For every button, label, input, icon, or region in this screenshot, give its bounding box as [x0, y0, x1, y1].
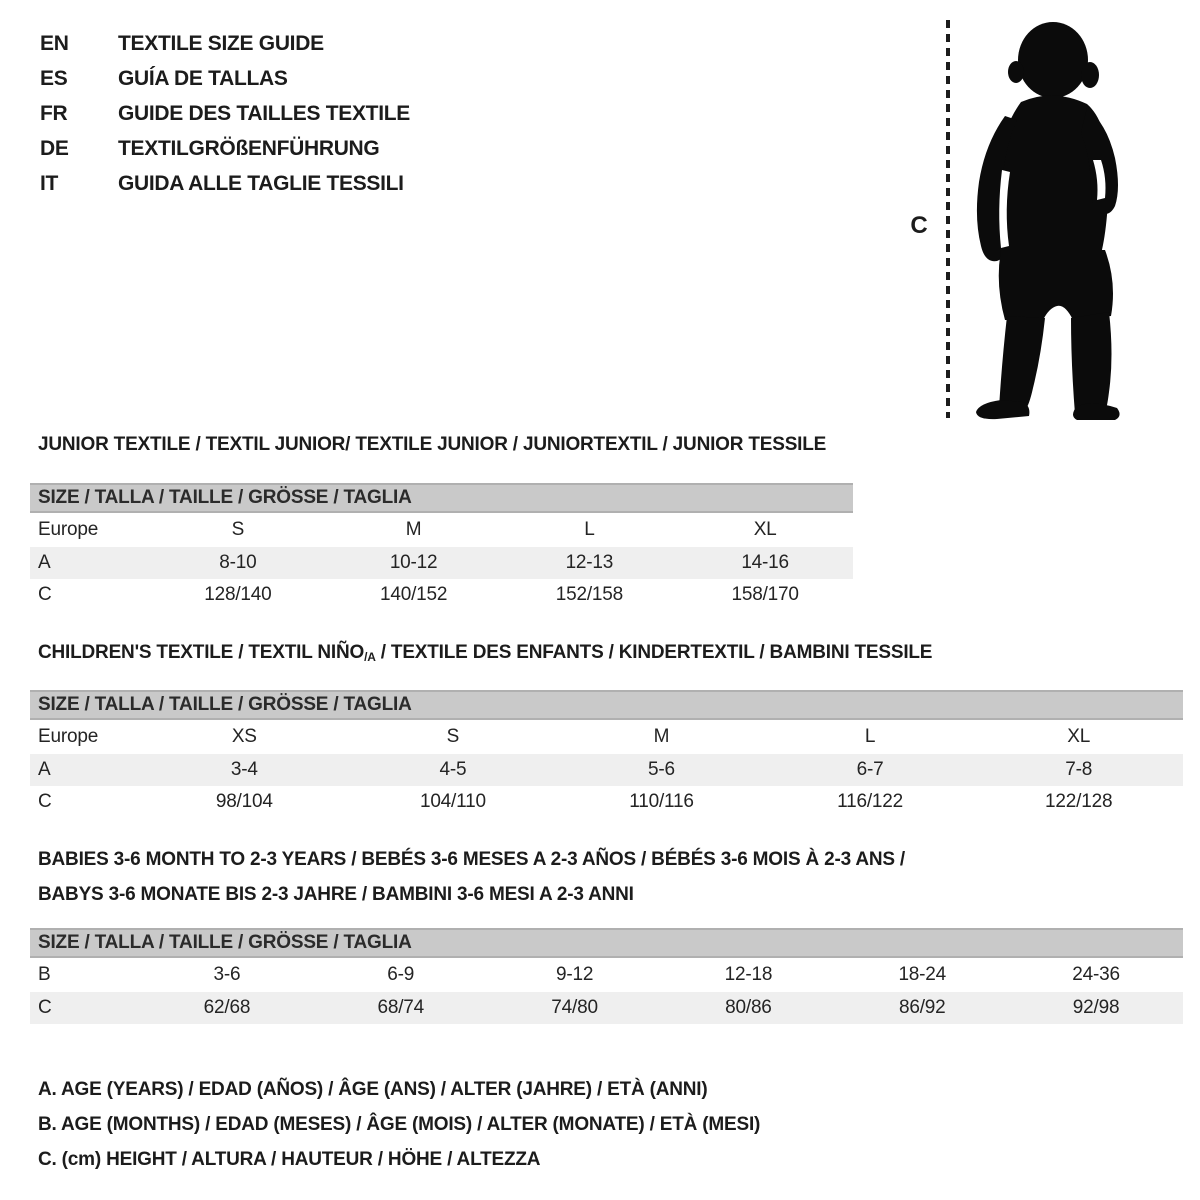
row-label: A: [38, 552, 51, 573]
size-cell: XS: [231, 726, 257, 747]
language-title: GUIDE DES TAILLES TEXTILE: [118, 101, 410, 125]
legend: [38, 1072, 760, 1177]
table-row-age-months: [30, 958, 1183, 992]
age-cell: 6-7: [856, 759, 884, 780]
height-measure-dashed-line: [946, 20, 950, 418]
row-label: C: [38, 997, 52, 1018]
babies-section-title-line1: BABIES 3-6 MONTH TO 2-3 YEARS / BEBÉS 3-6 MESES A 2-3 AÑOS / BÉBÉS 3-6 MOIS À 2-3 ANS /: [38, 849, 906, 870]
table-row-europe: [30, 513, 853, 547]
size-cell: S: [231, 519, 245, 540]
height-cell: 158/170: [731, 584, 799, 605]
row-label: A: [38, 759, 51, 780]
junior-size-table: [30, 483, 853, 611]
age-cell: 4-5: [439, 759, 467, 780]
table-row-age: [30, 754, 1183, 786]
height-cell: 62/68: [203, 997, 251, 1018]
height-cell: 110/116: [629, 791, 694, 812]
height-cell: 86/92: [898, 997, 946, 1018]
age-cell: 24-36: [1072, 964, 1120, 985]
language-code: FR: [40, 101, 68, 125]
height-cell: 98/104: [215, 791, 273, 812]
size-header-bar: [30, 483, 853, 513]
language-title: TEXTILGRÖßENFÜHRUNG: [118, 136, 380, 160]
language-code: DE: [40, 136, 69, 160]
size-cell: XL: [753, 519, 777, 540]
height-cell: 116/122: [837, 791, 904, 812]
language-title: TEXTILE SIZE GUIDE: [118, 31, 324, 55]
table-row-height: [30, 579, 853, 611]
language-title: GUIDA ALLE TAGLIE TESSILI: [118, 171, 404, 195]
language-row: [40, 131, 410, 166]
legend-line-b: B. AGE (MONTHS) / EDAD (MESES) / ÂGE (MOIS) / ALTER (MONATE) / ETÀ (MESI): [38, 1113, 761, 1135]
language-code: ES: [40, 66, 68, 90]
children-title-suffix: / TEXTILE DES ENFANTS / KINDERTEXTIL / BAMBINI TESSILE: [375, 642, 933, 663]
legend-line-c: C. (cm) HEIGHT / ALTURA / HAUTEUR / HÖHE / ALTEZZA: [38, 1148, 541, 1170]
row-label: C: [38, 791, 52, 812]
size-cell: S: [446, 726, 460, 747]
row-label: B: [38, 964, 51, 985]
size-cell: L: [584, 519, 595, 540]
size-header-bar: [30, 690, 1183, 720]
size-cell: M: [653, 726, 670, 747]
table-row-europe: [30, 720, 1183, 754]
language-row: [40, 96, 410, 131]
height-cell: 92/98: [1072, 997, 1120, 1018]
babies-size-table: [30, 928, 1183, 1024]
language-code: IT: [40, 171, 59, 195]
age-cell: 3-4: [230, 759, 258, 780]
language-code: EN: [40, 31, 69, 55]
row-label: C: [38, 584, 52, 605]
table-row-age: [30, 547, 853, 579]
age-cell: 8-10: [219, 552, 257, 573]
size-header-label: SIZE / TALLA / TAILLE / GRÖSSE / TAGLIA: [38, 487, 412, 508]
size-header-label: SIZE / TALLA / TAILLE / GRÖSSE / TAGLIA: [38, 932, 412, 953]
size-cell: XL: [1067, 726, 1091, 747]
size-cell: M: [405, 519, 422, 540]
size-header-label: SIZE / TALLA / TAILLE / GRÖSSE / TAGLIA: [38, 694, 412, 715]
language-title: GUÍA DE TALLAS: [118, 66, 288, 90]
children-title-prefix: CHILDREN'S TEXTILE / TEXTIL NIÑO: [38, 642, 365, 663]
age-cell: 12-18: [724, 964, 773, 985]
height-cell: 140/152: [379, 584, 448, 605]
size-cell: L: [864, 726, 876, 747]
age-cell: 12-13: [565, 552, 614, 573]
legend-line-a: A. AGE (YEARS) / EDAD (AÑOS) / ÂGE (ANS) / ALTER (JAHRE) / ETÀ (ANNI): [38, 1078, 708, 1100]
size-header-bar: [30, 928, 1183, 958]
language-row: [40, 26, 410, 61]
height-cell: 128/140: [204, 584, 272, 605]
age-cell: 7-8: [1065, 759, 1093, 780]
row-label: Europe: [38, 726, 99, 747]
children-title-subscript: /A: [364, 650, 376, 664]
children-section-title: [38, 642, 932, 664]
height-label-c: C: [910, 212, 928, 239]
toddler-silhouette-image: [966, 20, 1142, 420]
table-row-height: [30, 992, 1183, 1024]
table-row-height: [30, 786, 1183, 818]
age-cell: 18-24: [898, 964, 947, 985]
age-cell: 14-16: [741, 552, 789, 573]
language-guide-list: [40, 26, 410, 201]
height-cell: 80/86: [725, 997, 772, 1018]
age-cell: 3-6: [213, 964, 241, 985]
junior-section-title: JUNIOR TEXTILE / TEXTIL JUNIOR/ TEXTILE JUNIOR / JUNIORTEXTIL / JUNIOR TESSILE: [38, 434, 827, 455]
children-size-table: [30, 690, 1183, 818]
height-cell: 152/158: [555, 584, 624, 605]
language-row: [40, 166, 410, 201]
age-cell: 5-6: [648, 759, 675, 780]
babies-section-title-line2: BABYS 3-6 MONATE BIS 2-3 JAHRE / BAMBINI 3-6 MESI A 2-3 ANNI: [38, 884, 634, 905]
height-cell: 68/74: [377, 997, 425, 1018]
height-cell: 74/80: [551, 997, 598, 1018]
height-cell: 122/128: [1045, 791, 1113, 812]
language-row: [40, 61, 410, 96]
row-label: Europe: [38, 519, 99, 540]
height-cell: 104/110: [419, 791, 486, 812]
age-cell: 9-12: [555, 964, 594, 985]
age-cell: 10-12: [389, 552, 438, 573]
age-cell: 6-9: [387, 964, 415, 985]
